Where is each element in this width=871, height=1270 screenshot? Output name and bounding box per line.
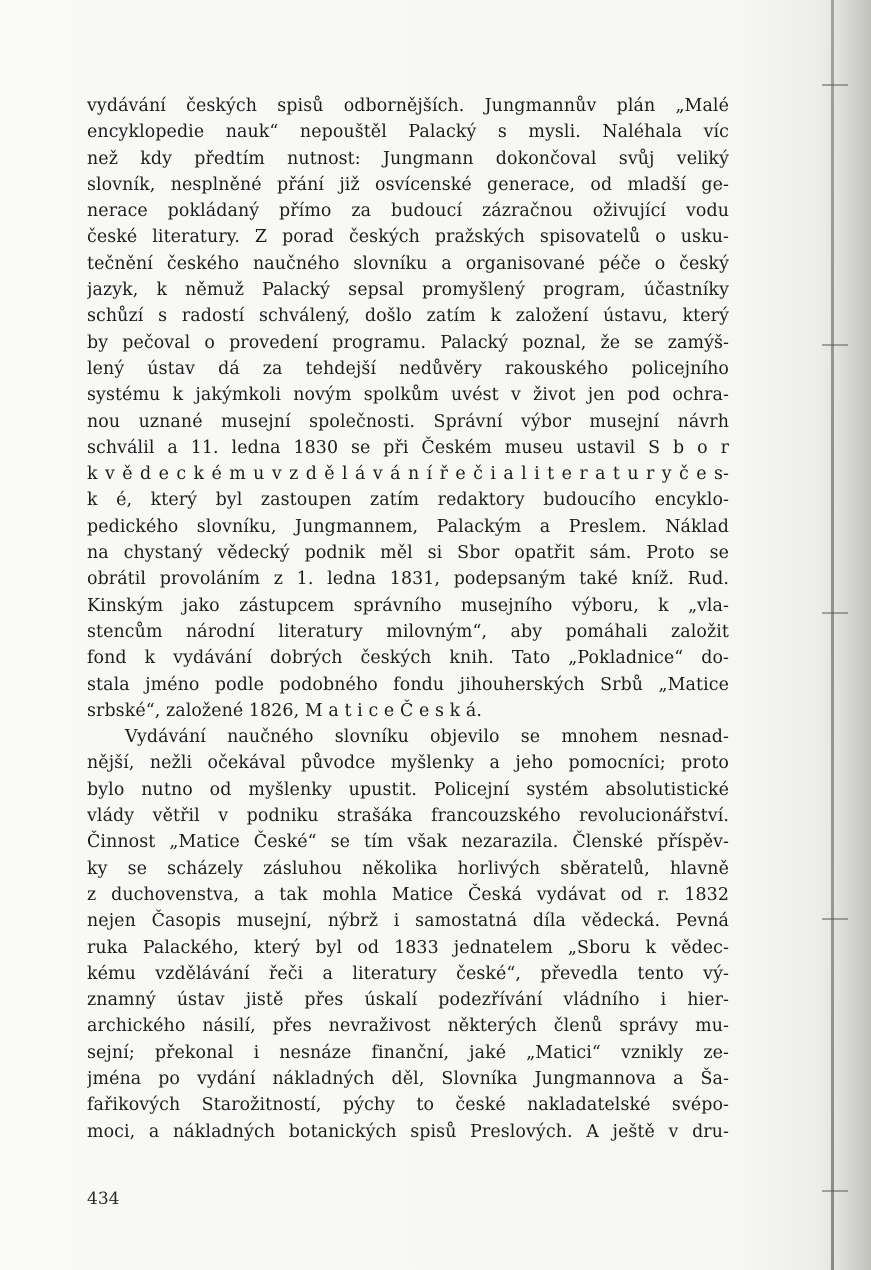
text-line: stala jméno podle podobného fondu jihouherských Srbů „Matice — [87, 674, 729, 695]
binding-stitch — [822, 344, 848, 346]
text-line: sejní; překonal i nesnáze finanční, jaké „Matici“ vznikly ze- — [87, 1042, 729, 1063]
text-line: české literatury. Z porad českých pražských spisovatelů o usku- — [87, 227, 729, 248]
text-line: na chystaný vědecký podnik měl si Sbor opatřit sám. Proto se — [87, 543, 729, 564]
text-line: systému k jakýmkoli novým spolkům uvést v život jen pod ochra- — [87, 385, 729, 406]
binding-stitch — [822, 918, 848, 920]
body-text — [87, 93, 729, 1145]
text-line: jazyk, k němuž Palacký sepsal promyšlený program, účastníky — [87, 280, 729, 301]
text-line: nější, nežli očekával původce myšlenky a jeho pomocníci; proto — [87, 753, 729, 774]
text-line: fařikových Starožitností, pýchy to české nakladatelské svépo- — [87, 1095, 729, 1116]
text-line: Činnost „Matice České“ se tím však nezarazila. Členské příspěv- — [87, 832, 729, 853]
text-line: kému vzdělávání řeči a literatury české“, převedla tento vý- — [87, 963, 729, 984]
text-line: k é, který byl zastoupen zatím redaktory budoucího encyklo- — [87, 490, 729, 511]
text-line: vydávání českých spisů odbornějších. Jungmannův plán „Malé — [87, 96, 729, 116]
text-line: moci, a nákladných botanických spisů Preslových. A ještě v dru- — [87, 1121, 729, 1142]
text-line-paragraph-end: srbské“, založené 1826, M a t i c e Č e s k á. — [87, 700, 483, 721]
text-line: fond k vydávání dobrých českých knih. Tato „Pokladnice“ do- — [87, 648, 729, 669]
text-line: ky se scházely zásluhou několika horlivých sběratelů, hlavně — [87, 858, 729, 879]
text-line: encyklopedie nauk“ nepouštěl Palacký s mysli. Naléhala víc — [87, 122, 729, 143]
text-line: tečnění českého naučného slovníku a organisované péče o český — [87, 253, 729, 274]
page-binding-edge — [831, 0, 834, 1270]
page-binding-shadow — [819, 0, 871, 1270]
text-line: ruka Palackého, který byl od 1833 jednatelem „Sboru k vědec- — [87, 937, 729, 958]
text-line: jména po vydání nákladných děl, Slovníka Jungmannova a Ša- — [87, 1068, 729, 1089]
text-line: pedického slovníku, Jungmannem, Palackým a Preslem. Náklad — [87, 516, 729, 537]
text-line: z duchovenstva, a tak mohla Matice Česká vydávat od r. 1832 — [87, 884, 729, 905]
text-line: než kdy předtím nutnost: Jungmann dokončoval svůj veliký — [87, 148, 729, 169]
text-line: nou uznané musejní společnosti. Správní výbor musejní návrh — [87, 411, 729, 432]
text-line-paragraph-start: Vydávání naučného slovníku objevilo se mnohem nesnad- — [125, 727, 729, 748]
text-line: nerace pokládaný přímo za budoucí zázračnou oživující vodu — [87, 201, 729, 222]
text-line: lený ústav dá za tehdejší nedůvěry rakouského policejního — [87, 358, 729, 379]
text-line: vlády větřil v podniku strašáka francouzského revolucionářství. — [87, 806, 729, 827]
text-line: znamný ústav jistě přes úskalí podezřívání vládního i hier- — [87, 990, 729, 1011]
text-line: nejen Časopis musejní, nýbrž i samostatná díla vědecká. Pevná — [87, 911, 729, 932]
text-line: archického násilí, přes nevraživost některých členů správy mu- — [87, 1016, 729, 1037]
page-number: 434 — [87, 1189, 120, 1209]
text-line: bylo nutno od myšlenky upustit. Policejní systém absolutistické — [87, 779, 729, 800]
text-line: schválil a 11. ledna 1830 se při Českém museu ustavil S b o r — [87, 437, 729, 458]
text-line: obrátil provoláním z 1. ledna 1831, podepsaným také kníž. Rud. — [87, 569, 729, 590]
text-line: schůzí s radostí schválený, došlo zatím k založení ústavu, který — [87, 306, 729, 327]
binding-stitch — [822, 612, 848, 614]
text-line: Kinským jako zástupcem správního musejního výboru, k „vla- — [87, 595, 729, 616]
text-line: slovník, nesplněné přání již osvícenské generace, od mladší ge- — [87, 174, 729, 195]
binding-stitch — [822, 84, 848, 86]
text-line: by pečoval o provedení programu. Palacký poznal, že se zamýš- — [87, 332, 729, 353]
text-line: stencům národní literatury milovným“, aby pomáhali založit — [87, 621, 729, 642]
binding-stitch — [822, 1190, 848, 1192]
text-line: k v ě d e c k é m u v z d ě l á v á n í ř e č i a l i t e r a t u r y č e s- — [87, 464, 729, 485]
